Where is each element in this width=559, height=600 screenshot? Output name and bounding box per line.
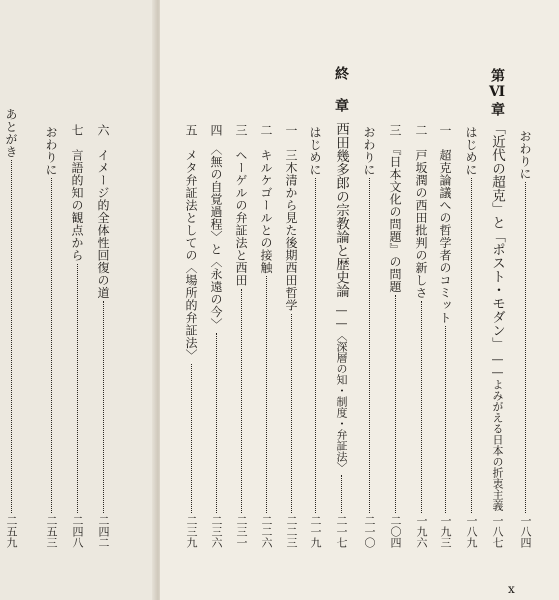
- toc-page-number: 一九六: [415, 515, 428, 548]
- leader-dots: [241, 289, 242, 514]
- toc-page-number: 一九三: [439, 515, 452, 548]
- toc-entry-label: おわりに: [518, 130, 532, 180]
- toc-entry-label: 六 イメージ的全体性回復の道: [96, 124, 110, 299]
- toc-page-number: 二五三: [45, 515, 58, 548]
- leader-dots: [191, 364, 192, 514]
- toc-page-number: 二三九: [185, 515, 198, 548]
- toc-page-number: 二五九: [5, 515, 18, 548]
- leader-dots: [266, 276, 267, 513]
- leader-dots: [421, 301, 422, 513]
- toc-entry-label: 四 〈無の自覚過程〉と〈永遠の今〉: [209, 124, 223, 331]
- toc-entry-label: おわりに: [362, 126, 376, 176]
- toc-entry-label: 一 超克論議への哲学者のコミット: [438, 124, 452, 324]
- toc-page-number: 二四八: [71, 515, 84, 548]
- toc-page-number: 二三一: [235, 515, 248, 548]
- toc-page-number: 二一七: [335, 515, 348, 548]
- toc-entry-label: はじめに: [464, 126, 478, 176]
- toc-entry-label: あとがき: [4, 108, 18, 158]
- toc-entry: [70, 124, 84, 548]
- leader-dots: [11, 160, 12, 513]
- toc-entry: [308, 126, 322, 548]
- toc-page-number: 一八九: [465, 515, 478, 548]
- chapter-subtitle: ――〈深層の知・制度・弁証法〉: [335, 303, 348, 473]
- toc-entry: [464, 126, 478, 548]
- toc-entry: [362, 126, 376, 548]
- leader-dots: [291, 314, 292, 514]
- toc-entry: [259, 124, 273, 548]
- toc-entry: [234, 124, 248, 548]
- toc-entry: [414, 124, 428, 548]
- leader-dots: [77, 264, 78, 514]
- toc-entry: [284, 124, 298, 548]
- toc-entry-label: 三 ヘーゲルの弁証法と西田: [234, 124, 248, 287]
- toc-page-number: 二一九: [309, 515, 322, 548]
- toc-page-number: 一八四: [519, 515, 532, 548]
- toc-entry-label: 七 言語的知の観点から: [70, 124, 84, 262]
- toc-entry-label: 三 『日本文化の問題』の問題: [388, 124, 402, 293]
- leader-dots: [525, 182, 526, 513]
- leader-dots: [51, 178, 52, 513]
- leader-dots: [445, 326, 446, 513]
- chapter-label: 終 章: [333, 66, 349, 114]
- toc-entry-label: 二 キルケゴールとの接触: [259, 124, 273, 274]
- toc-chapter-title-row: [334, 122, 348, 548]
- toc-page-number: 一八七: [491, 515, 504, 548]
- toc-entry: [44, 126, 58, 548]
- leader-dots: [216, 333, 217, 514]
- toc-page-number: 二三六: [210, 515, 223, 548]
- chapter-title: 「近代の超克」と「ポスト・モダン」: [489, 121, 505, 351]
- toc-chapter: [490, 68, 504, 548]
- leader-dots: [369, 178, 370, 513]
- leader-dots: [471, 178, 472, 513]
- toc-page-number: 二二六: [260, 515, 273, 548]
- leader-dots: [315, 178, 316, 513]
- toc-page-number: 二四二: [97, 515, 110, 548]
- leader-dots: [341, 475, 342, 514]
- toc-entry: [184, 124, 198, 548]
- toc-page-number: 二二三: [285, 515, 298, 548]
- toc-page-number: 二一〇: [363, 515, 376, 548]
- toc-entry-label: おわりに: [44, 126, 58, 176]
- toc-page-number: 二〇四: [389, 515, 402, 548]
- toc-entry: [4, 108, 18, 548]
- toc-entry: [209, 124, 223, 548]
- leader-dots: [395, 295, 396, 513]
- chapter-title: 西田幾多郎の宗教論と歴史論: [333, 122, 349, 298]
- toc-entry-label: はじめに: [308, 126, 322, 176]
- chapter-label: 第Ⅵ章: [489, 68, 505, 118]
- toc-entry: [518, 130, 532, 548]
- toc-entry-label: 五 メタ弁証法としての〈場所的弁証法〉: [184, 124, 198, 362]
- leader-dots: [103, 301, 104, 513]
- page-folio: x: [508, 582, 515, 596]
- toc-entry: [388, 124, 402, 548]
- toc-entry: [96, 124, 110, 548]
- toc-entry-label: 二 戸坂潤の西田批判の新しさ: [414, 124, 428, 299]
- toc-entry-label: 一 三木清から見た後期西田哲学: [284, 124, 298, 312]
- toc-entry: [438, 124, 452, 548]
- chapter-subtitle: ――よみがえる日本の折衷主義: [491, 353, 504, 511]
